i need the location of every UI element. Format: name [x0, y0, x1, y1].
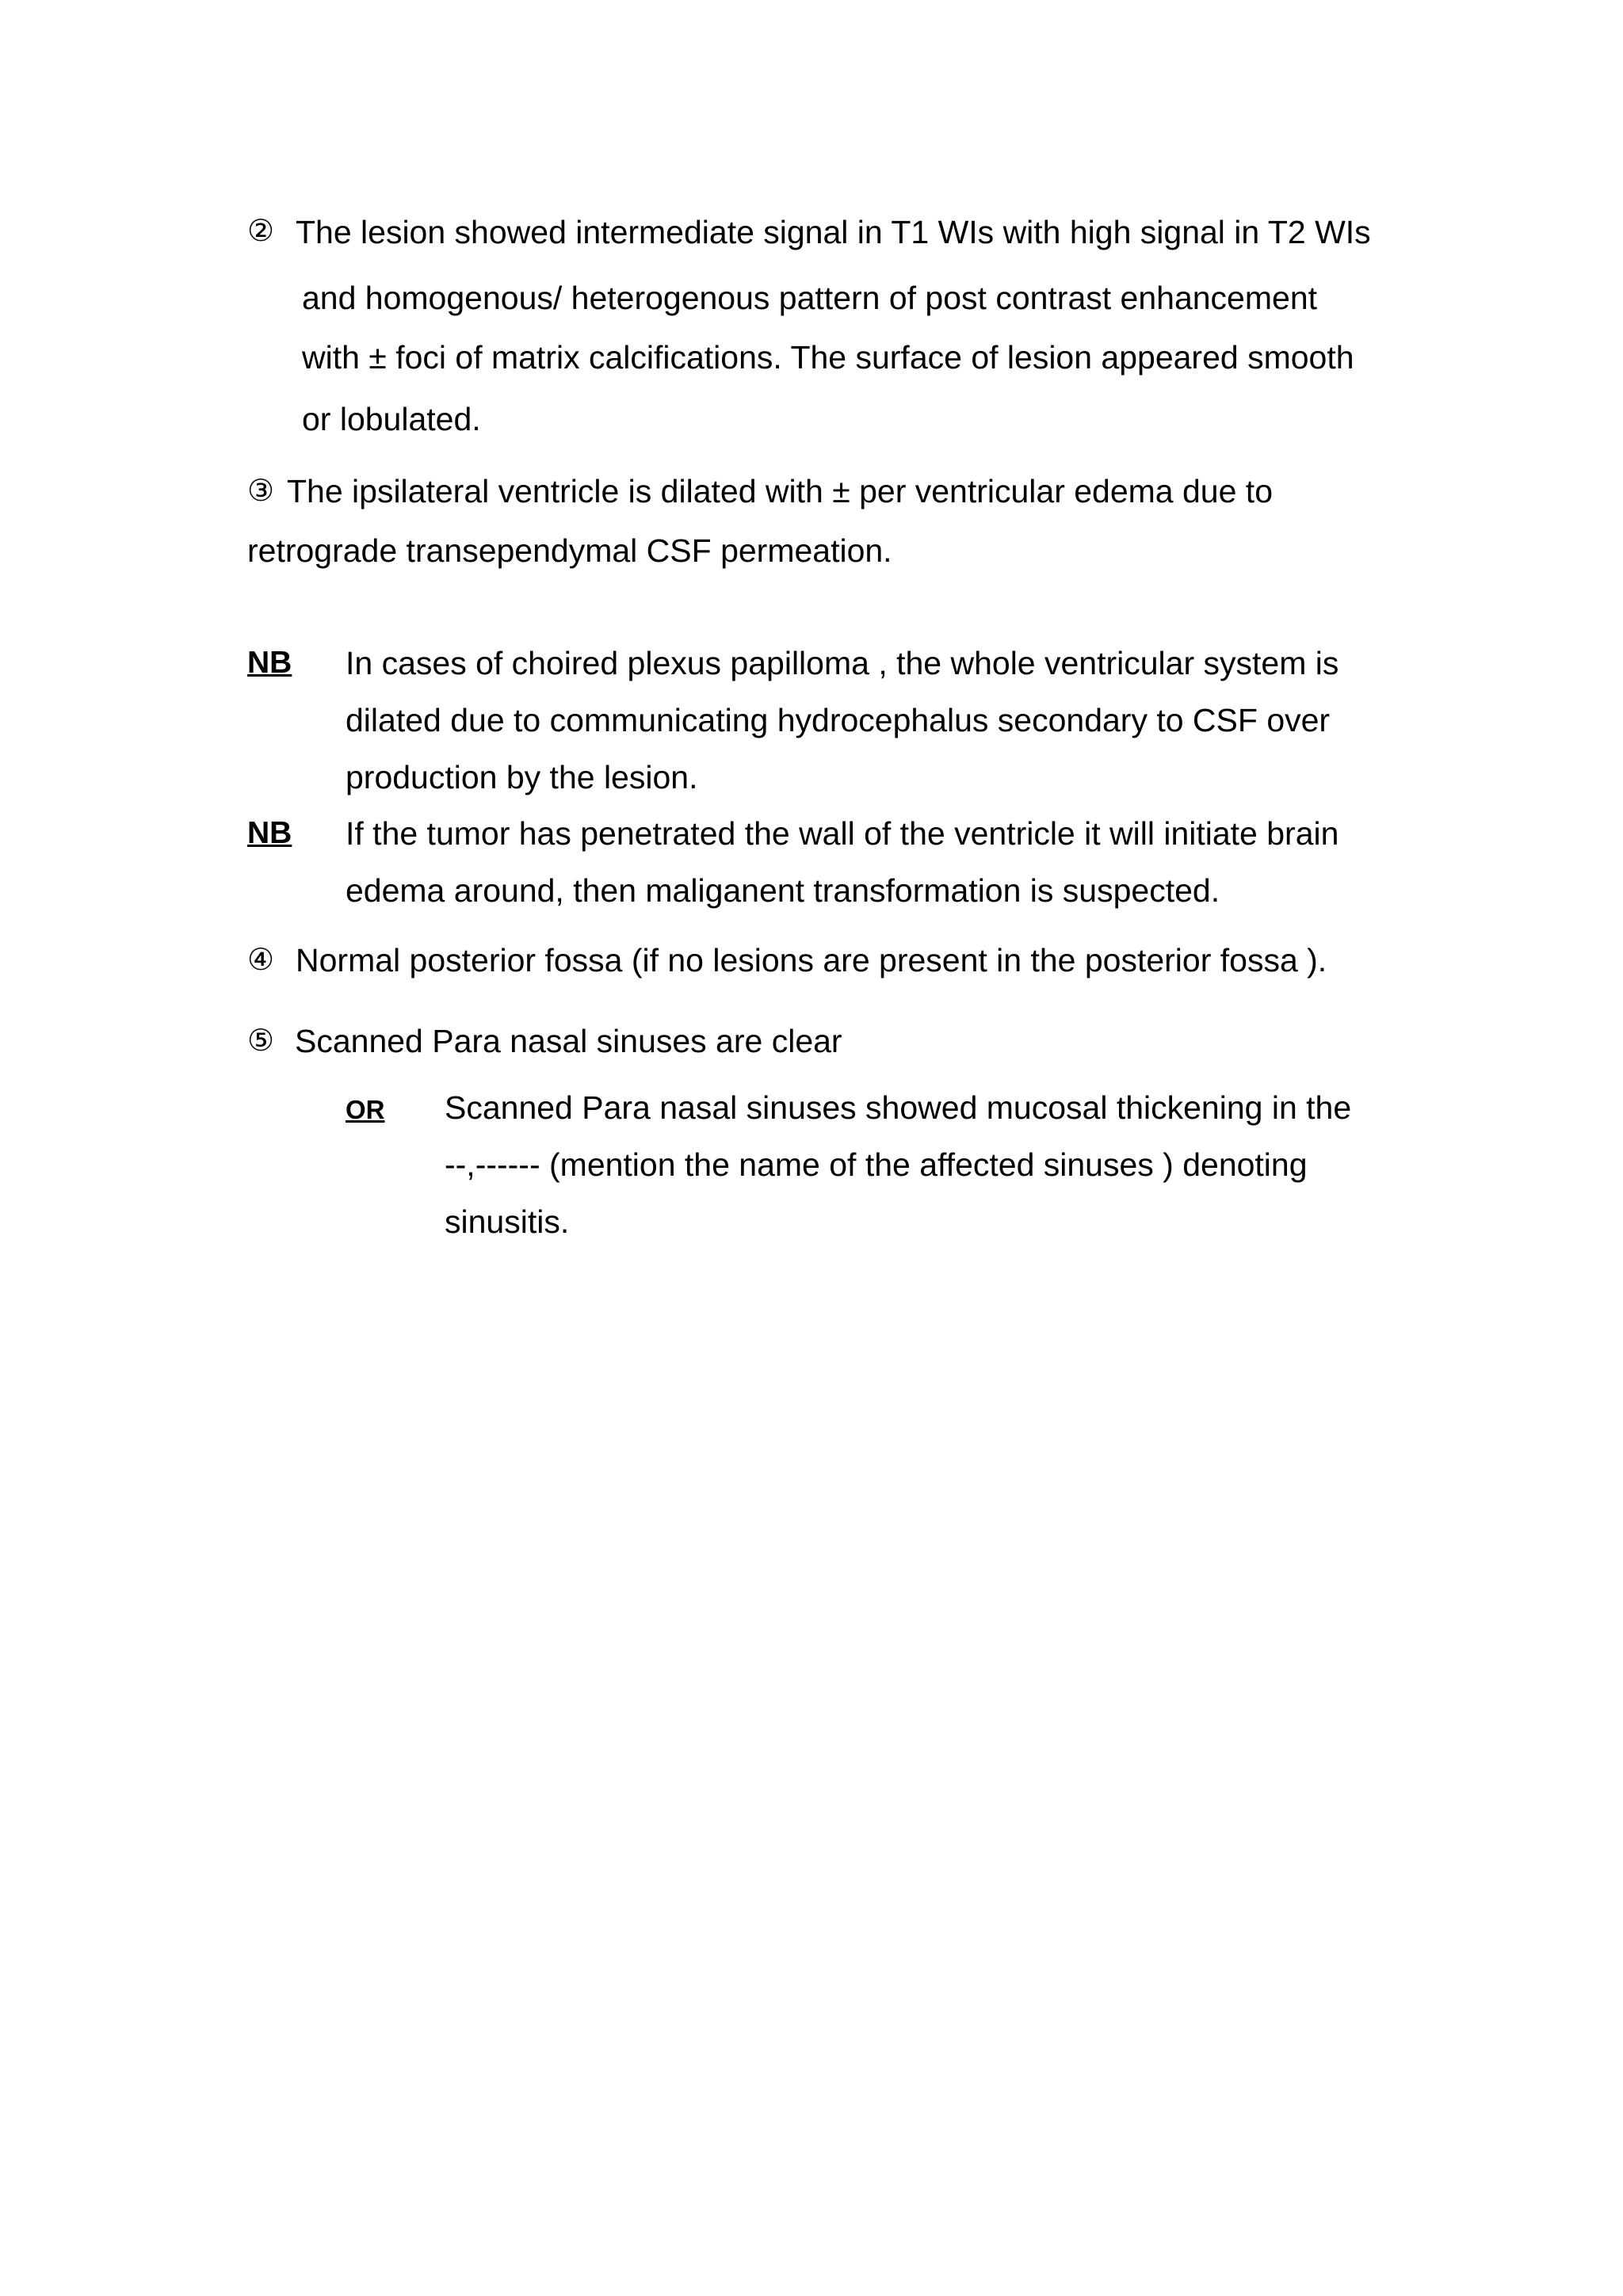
item2-line-2: and homogenous/ heterogenous pattern of post contrast enhancement — [302, 280, 1318, 316]
item4-line: Normal posterior fossa (if no lesions are present in the posterior fossa ). — [296, 942, 1327, 978]
circled-number-4: ④ — [247, 942, 275, 977]
item5-alt-line-2: --,------ (mention the name of the affected sinuses ) denoting — [445, 1146, 1308, 1183]
nb1-line-1: In cases of choired plexus papilloma , the whole ventricular system is — [346, 645, 1339, 681]
item3-line-2: retrograde transependymal CSF permeation. — [247, 532, 892, 569]
circled-number-2: ② — [247, 213, 275, 248]
item5-line: Scanned Para nasal sinuses are clear — [295, 1023, 842, 1059]
nb1-line-3: production by the lesion. — [346, 759, 698, 795]
circled-number-5: ⑤ — [247, 1023, 275, 1058]
or-label: OR — [346, 1095, 385, 1124]
nb2-line-2: edema around, then maliganent transformation is suspected. — [346, 872, 1220, 909]
nb2-line-1: If the tumor has penetrated the wall of the ventricle it will initiate brain — [346, 815, 1339, 852]
circled-number-3: ③ — [247, 473, 275, 508]
item2-line-4: or lobulated. — [302, 401, 481, 437]
nb-label: NB — [247, 816, 292, 850]
item2-line-3: with ± foci of matrix calcifications. The surface of lesion appeared smooth — [302, 339, 1354, 376]
item5-alt-line-1: Scanned Para nasal sinuses showed mucosal thickening in the — [445, 1089, 1352, 1126]
nb-label: NB — [247, 646, 292, 680]
nb1-line-2: dilated due to communicating hydrocephalus secondary to CSF over — [346, 702, 1331, 738]
item2-line-1: The lesion showed intermediate signal in T1 WIs with high signal in T2 WIs — [296, 214, 1371, 250]
item3-line-1: The ipsilateral ventricle is dilated with ± per ventricular edema due to — [287, 473, 1273, 509]
item5-alt-line-3: sinusitis. — [445, 1203, 570, 1240]
